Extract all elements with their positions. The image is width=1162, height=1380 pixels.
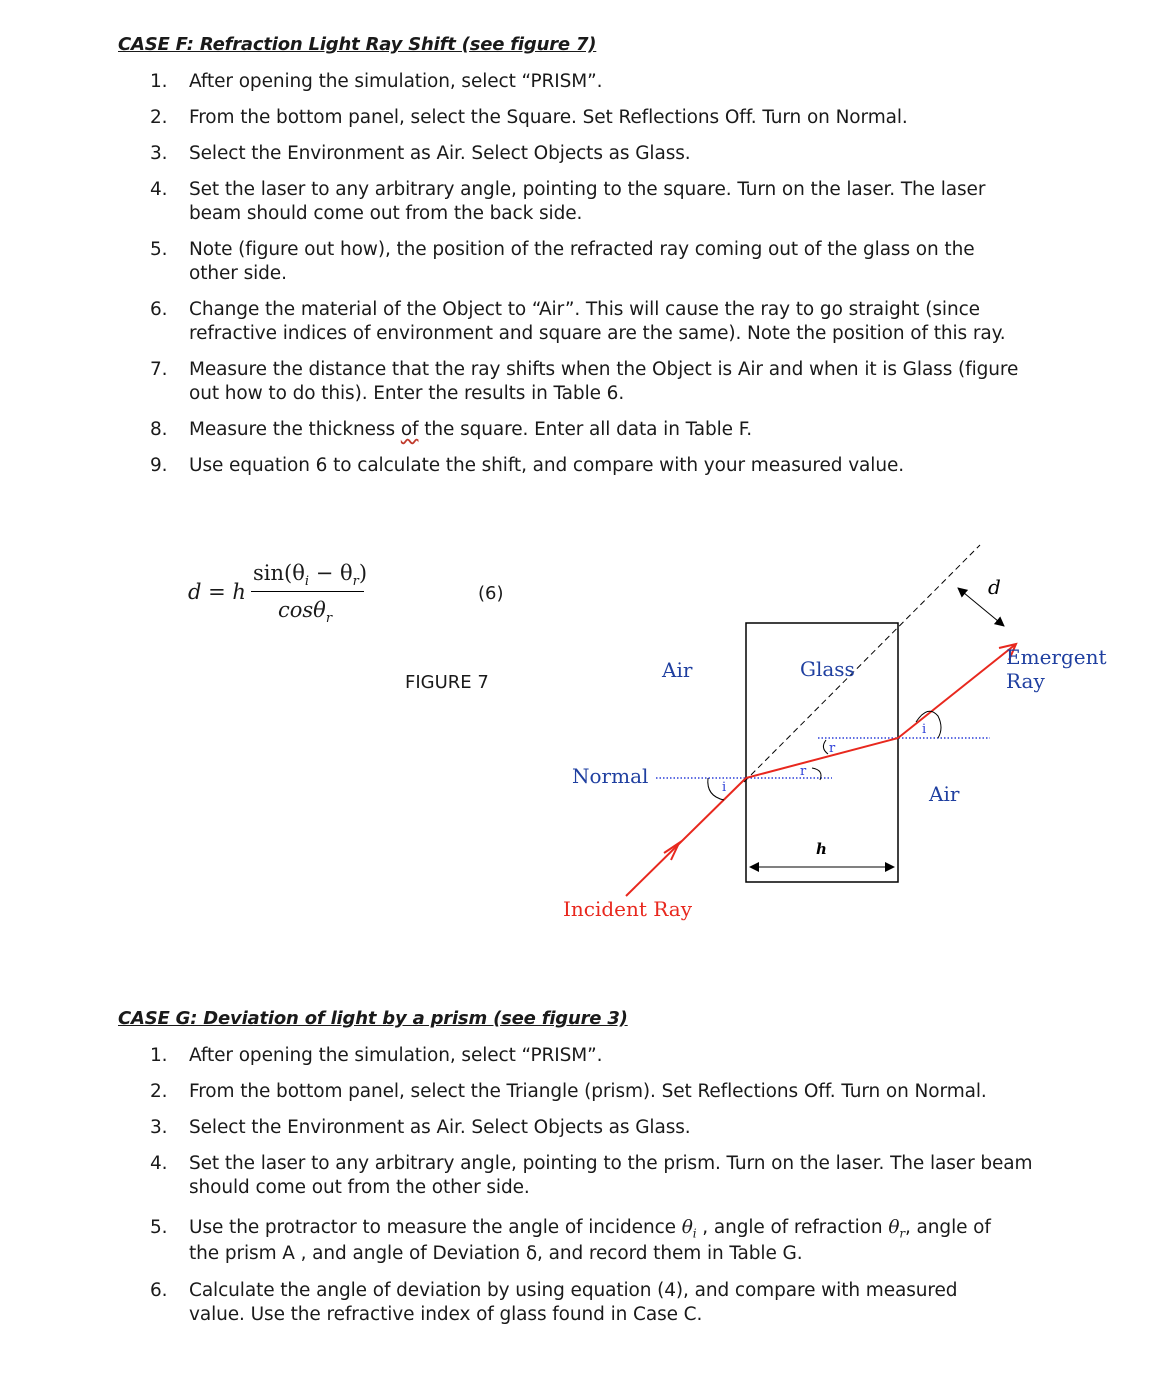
angle-arc-r-entry <box>812 768 821 780</box>
step-text-line-2: beam should come out from the back side. <box>189 203 583 224</box>
step-number: 4. <box>150 179 168 200</box>
sub-i: i <box>692 1226 697 1241</box>
step-number: 8. <box>150 419 168 440</box>
step-number: 1. <box>150 71 168 92</box>
numerator-sin: sin(θ <box>253 561 305 585</box>
sub-r: r <box>352 574 359 590</box>
step-text-line-2: out how to do this). Enter the results in Table 6. <box>189 383 625 404</box>
sub-i: i <box>304 574 310 590</box>
step-text-line-2: the prism A , and angle of Deviation δ, and record them in Table G. <box>189 1243 803 1264</box>
label-ray: Ray <box>1006 669 1045 693</box>
angle-arc-r-exit <box>823 740 828 754</box>
emergent-ray <box>898 644 1016 738</box>
label-angle-i-exit: i <box>922 722 927 737</box>
label-d: d <box>988 575 1001 599</box>
label-emergent: Emergent <box>1006 645 1107 669</box>
step-number: 2. <box>150 107 168 128</box>
step-text-line-1: Change the material of the Object to “Air”. This will cause the ray to go straight (since <box>189 299 980 320</box>
step-number: 6. <box>150 299 168 320</box>
numerator-minus: − θ <box>309 561 353 585</box>
step-text-line-1: Calculate the angle of deviation by using equation (4), and compare with measured <box>189 1280 958 1301</box>
label-air-left: Air <box>662 658 693 682</box>
step-number: 3. <box>150 1117 168 1138</box>
step-text: From the bottom panel, select the Square. Set Reflections Off. Turn on Normal. <box>189 107 908 128</box>
label-incident-ray: Incident Ray <box>563 897 693 921</box>
step-number: 6. <box>150 1280 168 1301</box>
label-h: h <box>816 840 827 858</box>
text-part: , angle of refraction <box>696 1217 889 1238</box>
sub-r: r <box>899 1226 905 1241</box>
label-normal: Normal <box>572 764 649 788</box>
step-text-line-1: Set the laser to any arbitrary angle, pointing to the square. Turn on the laser. The laser <box>189 179 986 200</box>
step-number: 4. <box>150 1153 168 1174</box>
label-angle-i-entry: i <box>722 780 727 795</box>
label-air-right: Air <box>929 782 960 806</box>
label-glass: Glass <box>800 657 855 681</box>
sub-r: r <box>325 611 333 627</box>
step-number: 5. <box>150 239 168 260</box>
theta-symbol: θ <box>888 1217 900 1238</box>
figure-label: FIGURE 7 <box>405 672 489 693</box>
step-text-post: the square. Enter all data in Table F. <box>418 419 753 440</box>
step-text: Use equation 6 to calculate the shift, and compare with your measured value. <box>189 455 905 476</box>
step-number: 3. <box>150 143 168 164</box>
step-text-line-1: Measure the distance that the ray shifts when the Object is Air and when it is Glass (figure <box>189 359 1019 380</box>
step-text-pre: Measure the thickness <box>189 419 401 440</box>
equation-lhs: d = h <box>188 580 246 604</box>
step-number: 7. <box>150 359 168 380</box>
step-text: From the bottom panel, select the Triangle (prism). Set Reflections Off. Turn on Normal. <box>189 1081 987 1102</box>
step-number: 5. <box>150 1217 168 1238</box>
step-text: Select the Environment as Air. Select Objects as Glass. <box>189 1117 691 1138</box>
theta-symbol: θ <box>681 1217 693 1238</box>
text-part: , angle of <box>905 1217 991 1238</box>
step-text-line-2: should come out from the other side. <box>189 1177 530 1198</box>
step-text-line-2: refractive indices of environment and square are the same). Note the position of this ray. <box>189 323 1006 344</box>
step-number: 1. <box>150 1045 168 1066</box>
step-text-line-2: other side. <box>189 263 287 284</box>
step-text-line-1: Set the laser to any arbitrary angle, pointing to the prism. Turn on the laser. The laser beam <box>189 1153 1033 1174</box>
spellcheck-word: of <box>400 419 419 440</box>
refracted-ray <box>746 738 898 778</box>
text-part: Use the protractor to measure the angle of incidence <box>189 1217 682 1238</box>
step-number: 9. <box>150 455 168 476</box>
step-text-line-2: value. Use the refractive index of glass found in Case C. <box>189 1304 703 1325</box>
step-text: After opening the simulation, select “PRISM”. <box>189 71 603 92</box>
angle-arc-i-exit <box>916 711 941 738</box>
case-f-heading: CASE F: Refraction Light Ray Shift (see figure 7) <box>118 34 597 55</box>
denominator-cos: cosθ <box>278 598 326 622</box>
equation-number: (6) <box>478 583 504 604</box>
step-text: After opening the simulation, select “PRISM”. <box>189 1045 603 1066</box>
label-angle-r-exit: r <box>829 741 836 756</box>
step-text: Select the Environment as Air. Select Objects as Glass. <box>189 143 691 164</box>
step-number: 2. <box>150 1081 168 1102</box>
label-angle-r-entry: r <box>800 764 807 779</box>
step-text-line-1: Note (figure out how), the position of the refracted ray coming out of the glass on the <box>189 239 975 260</box>
numerator-close: ) <box>358 561 368 585</box>
incident-ray <box>626 778 746 896</box>
case-g-heading: CASE G: Deviation of light by a prism (see figure 3) <box>118 1008 628 1029</box>
